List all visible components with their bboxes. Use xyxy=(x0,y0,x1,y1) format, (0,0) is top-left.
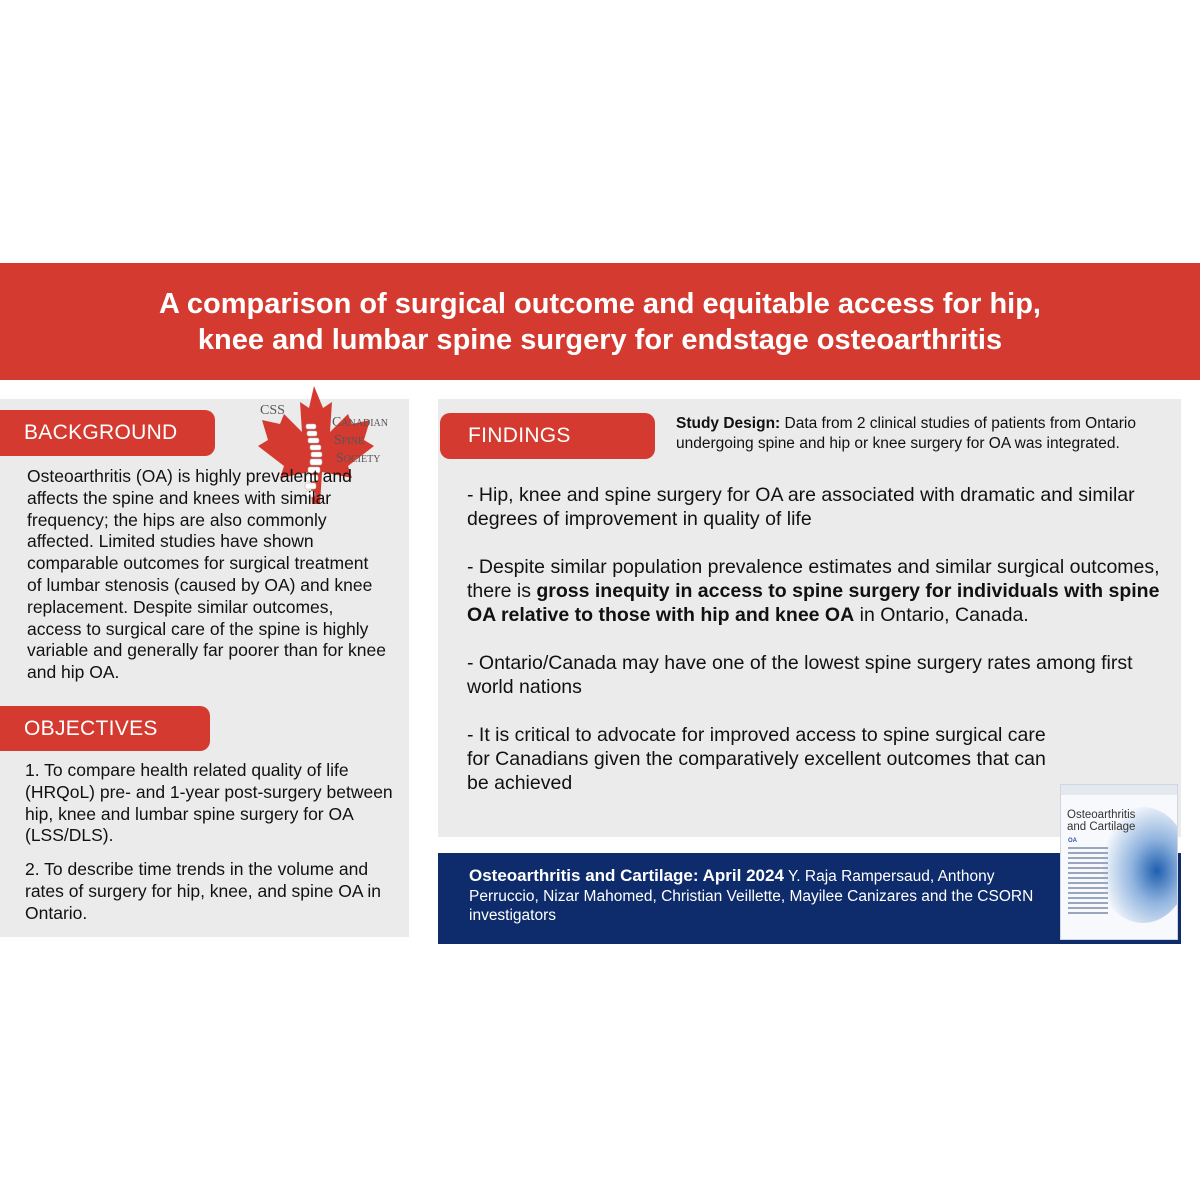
title-banner xyxy=(0,263,1200,380)
logo-name-line3: Society xyxy=(336,451,381,466)
findings-heading: FINDINGS xyxy=(440,413,655,459)
findings-list xyxy=(467,483,1167,819)
title-line-2: knee and lumbar spine surgery for endstage osteoarthritis xyxy=(197,323,1003,356)
title-line-1: A comparison of surgical outcome and equitable access for hip, xyxy=(158,287,1041,320)
cover-contents-lines xyxy=(1068,847,1108,917)
finding-item-2-text: - Despite similar population prevalence estimates and similar surgical outcomes, there is xyxy=(467,556,1160,602)
study-design xyxy=(676,414,1176,454)
finding-item-3: - Ontario/Canada may have one of the lowest spine surgery rates among first world nations xyxy=(467,652,1133,698)
background-text: Osteoarthritis (OA) is highly prevalent and affects the spine and knees with similar frequency; the hips are also commonly affected. Limited studies have shown comparable outcomes for surgical treatment of lumbar stenosis (caused by OA) and knee replacement. Despite similar outcomes, access to surgical care of the spine is highly variable and generally far poorer than for knee and hip OA. xyxy=(27,466,386,683)
objective-item-2: 2. To describe time trends in the volume and rates of surgery for hip, knee, and spine OA in Ontario. xyxy=(25,859,382,923)
logo-abbr: CSS xyxy=(260,403,285,418)
objective-item-1: 1. To compare health related quality of life (HRQoL) pre- and 1-year post-surgery between hip, knee and lumbar spine surgery for OA (LSS/DLS). xyxy=(25,760,393,846)
cover-title xyxy=(1067,809,1135,833)
study-design-text: Data from 2 clinical studies of patients from Ontario undergoing spine and hip or knee surgery for OA was integrated. xyxy=(676,415,1136,452)
finding-item-4: - It is critical to advocate for improved access to spine surgical care for Canadians given the comparatively excellent outcomes that can be achieved xyxy=(467,724,1046,794)
study-design-label: Study Design: xyxy=(676,415,781,432)
objectives-heading: OBJECTIVES xyxy=(0,706,210,751)
finding-item-2-tail: in Ontario, Canada. xyxy=(854,604,1029,626)
objectives-list xyxy=(25,760,395,937)
finding-item-2-emphasis: gross inequity in access to spine surgery for individuals with spine OA relative to those with hip and knee OA xyxy=(467,580,1160,626)
logo-name-line2: Spine xyxy=(334,433,365,448)
finding-item-1: - Hip, knee and spine surgery for OA are associated with dramatic and similar degrees of improvement in quality of life xyxy=(467,484,1135,530)
journal-cover-image xyxy=(1060,784,1178,940)
finding-item-2 xyxy=(467,555,1167,627)
citation-authors: Y. Raja Rampersaud, Anthony Perruccio, Nizar Mahomed, Christian Veillette, Mayilee Canizares and the CSORN investigators xyxy=(469,868,1034,924)
citation-journal: Osteoarthritis and Cartilage: April 2024 xyxy=(469,866,784,885)
logo-name-line1: Canadian xyxy=(332,415,388,430)
cover-title-line1: Osteoarthritis xyxy=(1067,809,1136,821)
cover-title-line2: and Cartilage xyxy=(1067,821,1136,833)
cover-publisher-mark: OA xyxy=(1068,838,1077,844)
background-heading: BACKGROUND xyxy=(0,410,215,456)
